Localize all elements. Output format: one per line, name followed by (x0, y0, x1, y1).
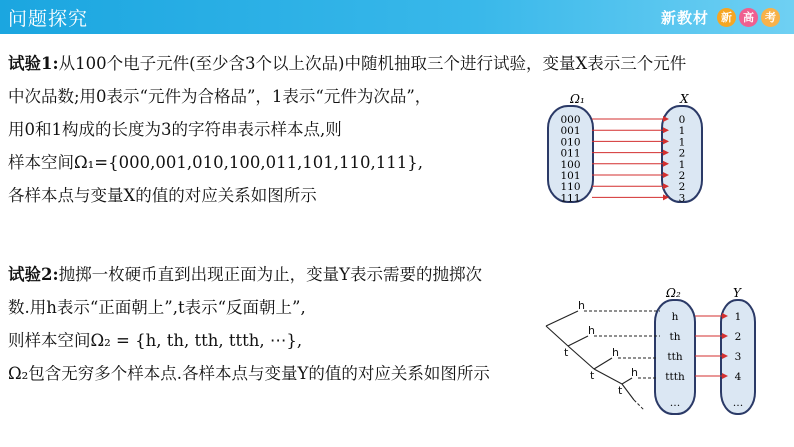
exp2-line-3: 则样本空间Ω₂ = {h, th, tth, ttth, ⋯}, (8, 331, 303, 350)
omega1-item: 001 (560, 125, 581, 138)
diagram2-right-title: Y (733, 286, 741, 300)
exp2-line-4: Ω₂包含无穷多个样本点.各样本点与变量Y的值的对应关系如图所示 (8, 364, 490, 383)
y-value: 3 (734, 351, 742, 363)
tree-branch (546, 311, 578, 326)
diagram1-right-title: X (680, 92, 689, 106)
diagram1-left-title: Ω₁ (570, 92, 585, 106)
tree-branch (594, 369, 622, 384)
brand-text: 新教材 (660, 8, 709, 27)
tree-branch (594, 358, 612, 369)
exp1-line-1 (8, 54, 686, 74)
omega1-item: 100 (560, 158, 581, 171)
exp1-line-5: 各样本点与变量X的值的对应关系如图所示 (8, 186, 317, 205)
exp1-line-4: 样本空间Ω₁={000,001,010,100,011,101,110,111}, (8, 153, 424, 172)
omega1-item: 010 (560, 136, 581, 149)
exp1-line-3: 用0和1构成的长度为3的字符串表示样本点,则 (8, 120, 342, 139)
x-value: 0 (678, 114, 686, 126)
tree-label-h: h (631, 366, 638, 379)
omega2-item: tth (667, 351, 683, 363)
x-value: 1 (678, 136, 686, 149)
x-value: 1 (678, 125, 686, 138)
x-value: 2 (678, 147, 686, 160)
y-value: 4 (734, 371, 742, 383)
exp1-label: 试验1: (8, 54, 59, 73)
omega2-item: th (669, 331, 681, 343)
omega1-item: 011 (560, 147, 581, 160)
x-value: 2 (678, 170, 686, 182)
x-value: 3 (678, 192, 686, 204)
y-value: … (732, 397, 744, 409)
tree-branch (568, 346, 594, 369)
exp2-line-2: 数.用h表示“正面朝上”,t表示“反面朝上”, (8, 298, 306, 317)
y-value: 1 (734, 311, 742, 323)
diagram2-left-title: Ω₂ (666, 286, 681, 300)
omega2-item: … (669, 397, 681, 409)
y-value: 2 (734, 331, 742, 343)
x-value: 1 (678, 158, 686, 171)
tree-label-h: h (612, 346, 619, 359)
brand-dot-2: 高 (739, 8, 758, 27)
omega2-item: h (671, 311, 679, 323)
omega2-item: ttth (665, 371, 685, 383)
tree-branch (568, 336, 588, 346)
exp1-line-2: 中次品数;用0表示“元件为合格品”，1表示“元件为次品”， (8, 87, 432, 106)
exp2-label: 试验2: (8, 265, 59, 284)
omega1-item: 110 (560, 181, 581, 194)
exp2-line-1 (8, 265, 482, 285)
exp2-text-1: 抛掷一枚硬币直到出现正面为止，变量Y表示需要的抛掷次 (58, 265, 482, 284)
tree-label-t: t (564, 346, 569, 359)
tree-label-h: h (588, 324, 595, 337)
mapping-diagram-1 (530, 92, 730, 204)
header-bar (0, 0, 794, 34)
brand-dot-1: 新 (717, 8, 736, 27)
tree-label-h: h (578, 299, 585, 312)
mapping-diagram-2 (540, 286, 785, 418)
tree-branch (622, 384, 634, 400)
brand-logo (661, 5, 780, 29)
omega1-item: 101 (560, 170, 581, 182)
x-value: 2 (678, 181, 686, 194)
exp1-text-1: 从100个电子元件(至少含3个以上次品)中随机抽取三个进行试验，变量X表示三个元件 (58, 54, 687, 73)
dashed-link (634, 400, 644, 410)
tree-branch (546, 326, 568, 346)
tree-label-t: t (590, 369, 595, 382)
section-title: 问题探究 (8, 8, 89, 30)
brand-dot-3: 考 (761, 8, 780, 27)
omega1-item: 111 (560, 192, 581, 204)
tree-label-t: t (618, 384, 623, 397)
omega1-item: 000 (560, 114, 581, 126)
